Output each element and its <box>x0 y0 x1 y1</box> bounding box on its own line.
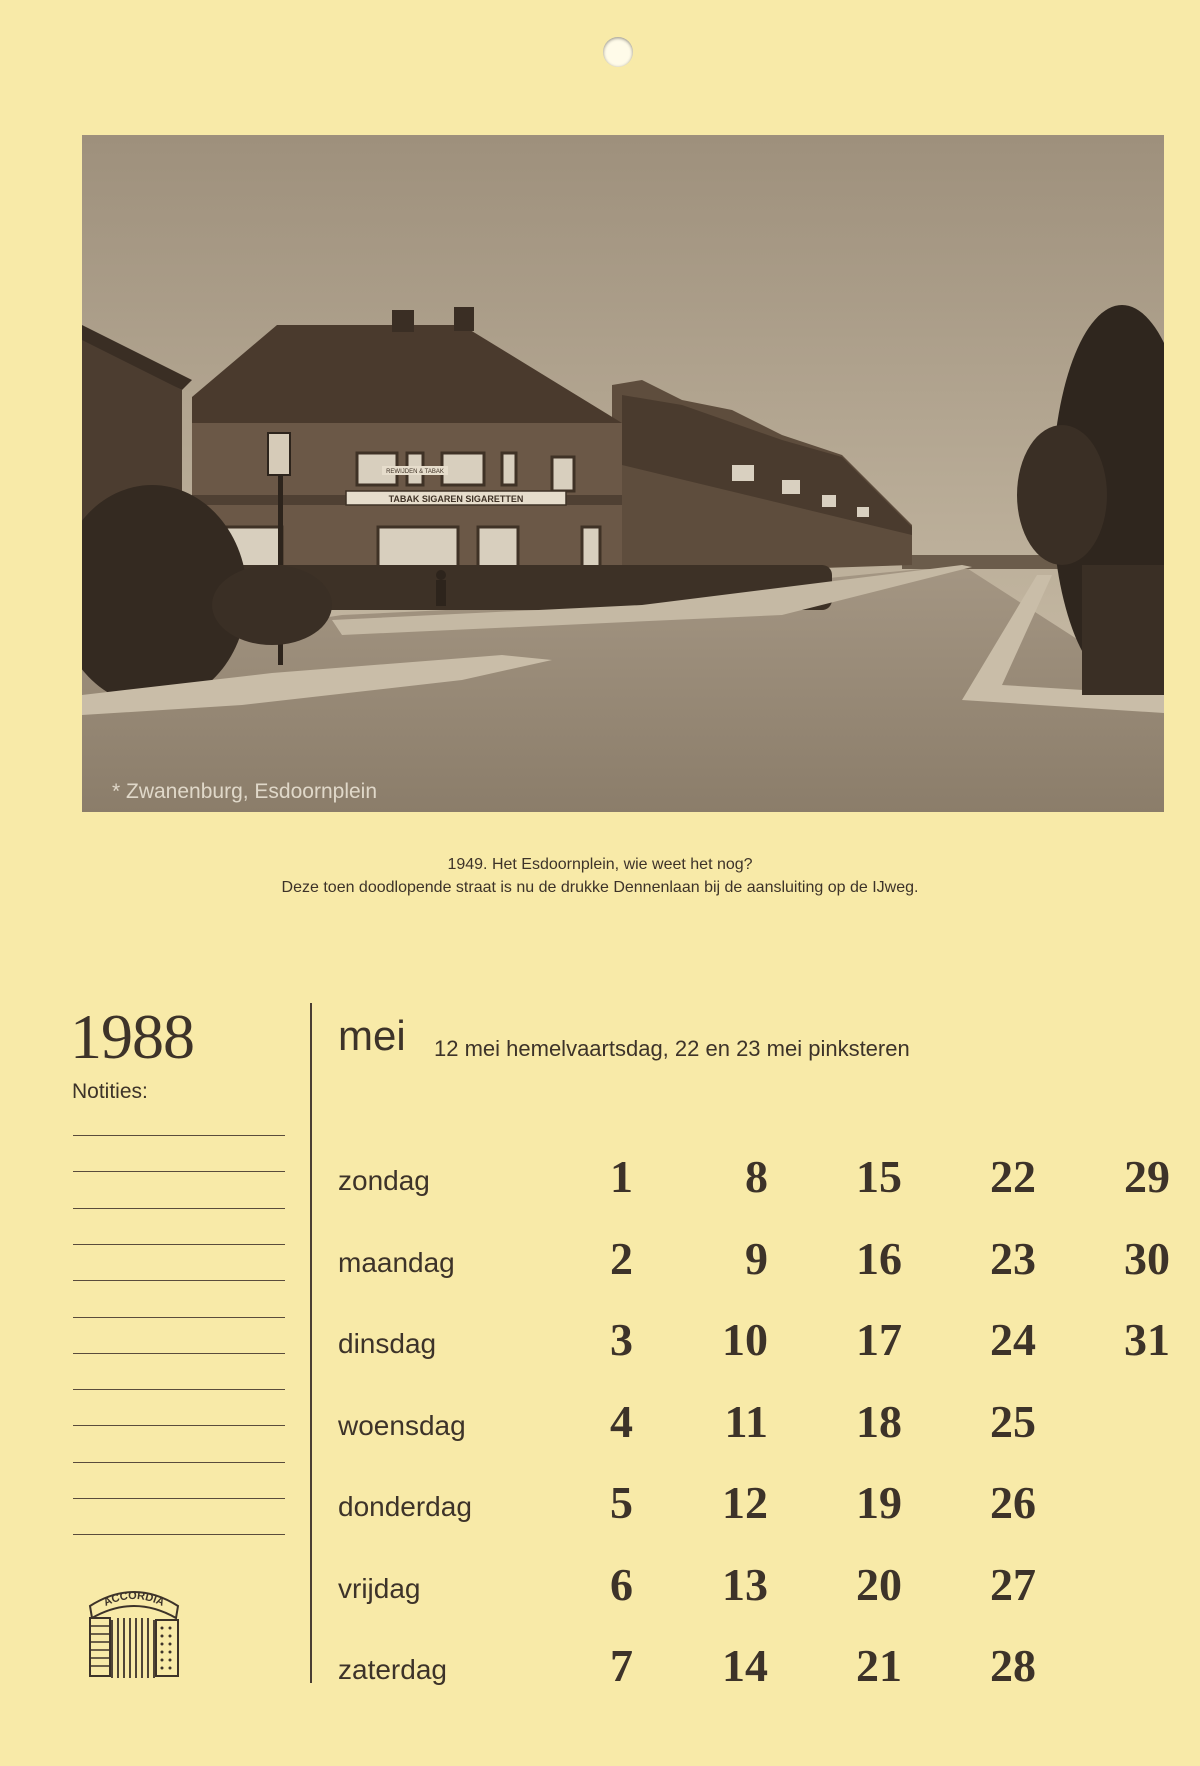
date-cell: 10 <box>722 1314 768 1365</box>
date-cell: 20 <box>856 1558 902 1610</box>
date-cell: 4 <box>610 1395 633 1447</box>
note-line <box>73 1389 285 1390</box>
note-line <box>73 1534 285 1535</box>
note-line <box>73 1280 285 1281</box>
note-line <box>73 1498 285 1499</box>
photo-caption-line-1: 1949. Het Esdoornplein, wie weet het nog? <box>447 856 753 873</box>
date-cell: 31 <box>1124 1314 1170 1365</box>
date-cell: 5 <box>610 1477 633 1528</box>
date-cell: 8 <box>745 1151 768 1202</box>
note-line <box>73 1208 285 1209</box>
note-line <box>73 1244 285 1245</box>
calendar-year: 1988 <box>70 1001 194 1072</box>
weekday-label: dinsdag <box>338 1328 437 1359</box>
weekday-label: maandag <box>338 1246 455 1278</box>
date-cell: 17 <box>856 1314 902 1365</box>
weekday-label: woensdag <box>338 1409 466 1441</box>
date-cell: 21 <box>856 1640 902 1691</box>
date-cell: 23 <box>990 1232 1036 1284</box>
accordia-accordion-logo <box>82 1578 188 1684</box>
date-cell: 3 <box>610 1314 633 1365</box>
notes-label: Notities: <box>72 1080 148 1103</box>
date-cell: 13 <box>722 1558 768 1610</box>
date-cell: 1 <box>610 1151 633 1202</box>
note-line <box>73 1353 285 1354</box>
date-cell: 14 <box>722 1640 768 1691</box>
date-cell: 7 <box>610 1640 633 1691</box>
month-name: mei <box>338 1012 406 1059</box>
shop-sign: TABAK SIGAREN SIGARETTEN <box>388 494 524 504</box>
note-line <box>73 1171 285 1172</box>
date-cell: 22 <box>990 1151 1036 1202</box>
date-cell: 28 <box>990 1640 1036 1691</box>
shop-sign-small: REWIJDEN & TABAK <box>386 469 444 475</box>
date-cell: 18 <box>856 1395 902 1447</box>
date-cell: 24 <box>990 1314 1036 1365</box>
note-line <box>73 1462 285 1463</box>
date-cell: 16 <box>856 1232 902 1284</box>
date-cell: 11 <box>724 1395 768 1447</box>
date-cell: 19 <box>856 1477 902 1528</box>
date-cell: 26 <box>990 1477 1036 1528</box>
photo-caption-line-2: Deze toen doodlopende straat is nu de drukke Dennenlaan bij de aansluiting op de IJweg. <box>281 879 919 896</box>
date-cell: 30 <box>1124 1232 1170 1284</box>
weekday-label: donderdag <box>338 1491 472 1522</box>
date-cell: 29 <box>1124 1151 1170 1202</box>
logo-text: ACCORDIA <box>101 1589 167 1609</box>
date-cell: 15 <box>856 1151 902 1202</box>
note-line <box>73 1135 285 1136</box>
weekday-label: zaterdag <box>338 1654 447 1685</box>
date-cell: 12 <box>722 1477 768 1528</box>
date-cell: 2 <box>610 1232 633 1284</box>
photo-inscription: * Zwanenburg, Esdoornplein <box>112 780 378 803</box>
note-line <box>73 1317 285 1318</box>
holiday-note: 12 mei hemelvaartsdag, 22 en 23 mei pinksteren <box>434 1036 910 1061</box>
weekday-label: zondag <box>338 1165 430 1196</box>
note-line <box>73 1425 285 1426</box>
hanging-hole <box>603 37 633 67</box>
date-cell: 27 <box>990 1558 1036 1610</box>
weekday-label: vrijdag <box>338 1572 421 1604</box>
historic-photo <box>82 135 1164 812</box>
date-cell: 25 <box>990 1395 1036 1447</box>
column-divider <box>310 1003 312 1683</box>
date-cell: 6 <box>610 1558 633 1610</box>
date-cell: 9 <box>745 1232 768 1284</box>
